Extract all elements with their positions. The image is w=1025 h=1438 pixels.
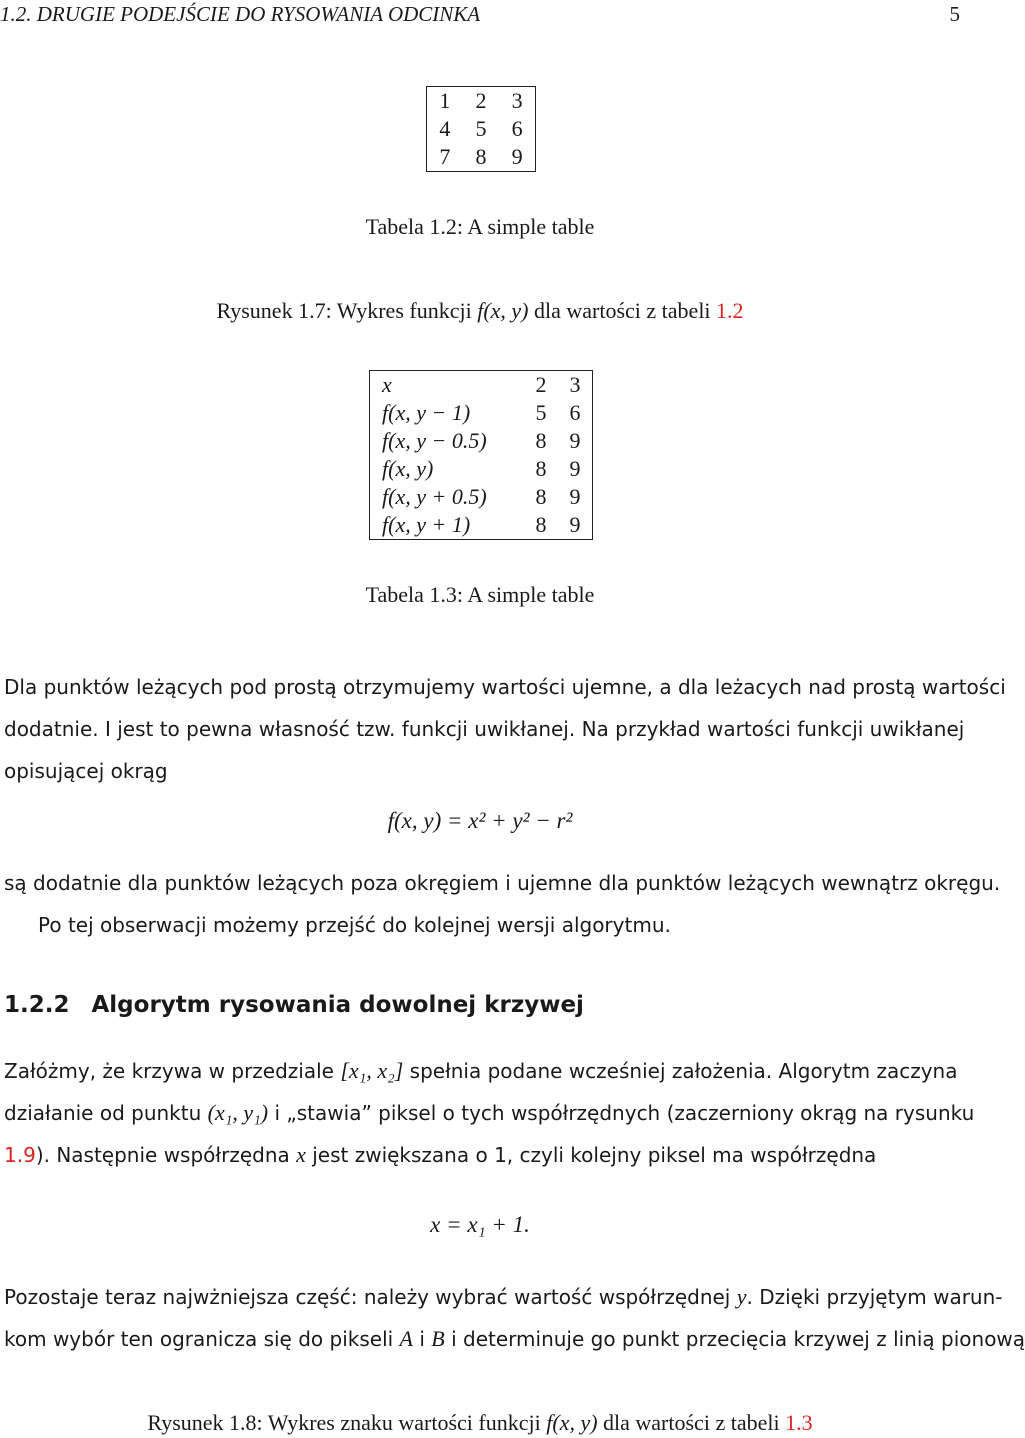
inline-math: (x₁, y₁) [207, 1100, 269, 1125]
paragraph-line: dodatnie. I jest to pewna własność tzw. funkcji uwikłanej. Na przykład wartości funkcji uwikłanej [4, 717, 965, 741]
text-span: i [413, 1327, 432, 1351]
caption-prefix: Rysunek 1.8: Wykres znaku wartości funkcji [147, 1410, 547, 1435]
table-cell: 8 [475, 144, 487, 169]
table-row [427, 87, 536, 116]
table-cell: 9 [569, 512, 581, 537]
paragraph-line [4, 1050, 956, 1092]
table-reference-link[interactable]: 1.2 [716, 298, 744, 323]
caption-function: f(x, y) [477, 298, 529, 323]
paragraph-line [4, 1092, 975, 1134]
running-header [0, 2, 960, 32]
table-1-3 [369, 370, 593, 540]
inline-math: B [431, 1326, 445, 1351]
paragraph-line: Dla punktów leżących pod prostą otrzymujemy wartości ujemne, a dla leżacych nad prostą wartości [4, 675, 1006, 699]
table-cell: 2 [535, 372, 547, 397]
table-cell: 4 [439, 116, 451, 141]
table-1-3-caption: Tabela 1.3: A simple table [365, 582, 595, 607]
table-cell: f(x, y) [382, 456, 434, 481]
text-span: Pozostaje teraz najwżniejsza część: należy wybrać wartość współrzędnej [4, 1285, 737, 1309]
table-cell: 9 [569, 456, 581, 481]
table-cell: 8 [535, 456, 547, 481]
caption-prefix: Rysunek 1.7: Wykres funkcji [216, 298, 478, 323]
header-chapter-title: 1.2. DRUGIE PODEJŚCIE DO RYSOWANIA ODCINKA [0, 2, 481, 26]
table-cell: x [382, 372, 392, 397]
caption-function: f(x, y) [546, 1410, 598, 1435]
figure-1-7-caption [0, 298, 960, 324]
table-cell: 3 [511, 88, 523, 113]
table-1-2-caption: Tabela 1.2: A simple table [365, 214, 595, 239]
paragraph-circle-sign [4, 862, 1001, 946]
text-span: jest zwiększana o 1, czyli kolejny piksel ma współrzędna [305, 1143, 877, 1167]
text-span: . Dzięki przyjętym warun- [746, 1285, 1003, 1309]
table-cell: f(x, y + 0.5) [382, 484, 487, 509]
figure-1-8-caption [0, 1410, 960, 1436]
table-row [427, 115, 536, 143]
paragraph-line: Po tej obserwacji możemy przejść do kolejnej wersji algorytmu. [38, 913, 671, 937]
table-cell: 7 [439, 144, 451, 169]
table-cell: f(x, y − 1) [382, 400, 471, 425]
table-reference-link[interactable]: 1.3 [785, 1410, 813, 1435]
inline-math: A [399, 1326, 413, 1351]
table-cell: 5 [475, 116, 487, 141]
text-span: i „stawia” piksel o tych współrzędnych (zaczerniony okrąg na rysunku [268, 1101, 975, 1125]
paragraph-line [4, 1134, 956, 1176]
table-row [427, 143, 536, 172]
table-row [370, 483, 593, 511]
table-row [370, 399, 593, 427]
table-cell: 2 [475, 88, 487, 113]
text-span: kom wybór ten ogranicza się do pikseli [4, 1327, 400, 1351]
section-title: Algorytm rysowania dowolnej krzywej [91, 992, 584, 1018]
circle-equation: f(x, y) = x² + y² − r² [387, 808, 573, 833]
table-cell: 9 [569, 484, 581, 509]
table-1-2 [426, 86, 536, 172]
table-cell: 3 [569, 372, 581, 397]
table-row [370, 455, 593, 483]
paragraph-line: są dodatnie dla punktów leżących poza okręgiem i ujemne dla punktów leżących wewnątrz okręgu. [4, 871, 1001, 895]
table-cell: 6 [511, 116, 523, 141]
text-span: działanie od punktu [4, 1101, 208, 1125]
caption-middle: dla wartości z tabeli [597, 1410, 786, 1435]
table-cell: f(x, y − 0.5) [382, 428, 487, 453]
paragraph-line: opisującej okrąg [4, 759, 168, 783]
table-cell: 8 [535, 428, 547, 453]
paragraph-line [4, 1276, 1003, 1318]
section-heading [4, 992, 584, 1018]
paragraph-line [4, 1318, 1025, 1360]
table-cell: f(x, y + 1) [382, 512, 471, 537]
table-cell: 1 [439, 88, 451, 113]
paragraph-implicit-function [4, 666, 1006, 792]
paragraph-choose-y [4, 1276, 1025, 1360]
figure-reference-link[interactable]: 1.9 [4, 1143, 36, 1167]
caption-middle: dla wartości z tabeli [528, 298, 717, 323]
table-cell: 5 [535, 400, 547, 425]
table-cell: 6 [569, 400, 581, 425]
table-cell: 9 [569, 428, 581, 453]
table-cell: 8 [535, 512, 547, 537]
table-row [370, 427, 593, 455]
table-row [370, 371, 593, 400]
inline-math: [x₁, x₂] [340, 1058, 404, 1083]
inline-math: y [736, 1284, 747, 1309]
page-number: 5 [949, 2, 960, 26]
text-span: spełnia podane wcześniej założenia. Algorytm zaczyna [403, 1059, 958, 1083]
table-cell: 9 [511, 144, 523, 169]
inline-math: x [296, 1142, 306, 1167]
text-span: Załóżmy, że krzywa w przedziale [4, 1059, 341, 1083]
next-pixel-equation: x = x₁ + 1. [430, 1212, 530, 1237]
table-cell: 8 [535, 484, 547, 509]
section-number: 1.2.2 [4, 992, 70, 1018]
paragraph-algorithm [4, 1050, 975, 1176]
text-span: i determinuje go punkt przecięcia krzywej z linią pionową [444, 1327, 1025, 1351]
table-row [370, 511, 593, 540]
text-span: ). Następnie współrzędna [35, 1143, 297, 1167]
